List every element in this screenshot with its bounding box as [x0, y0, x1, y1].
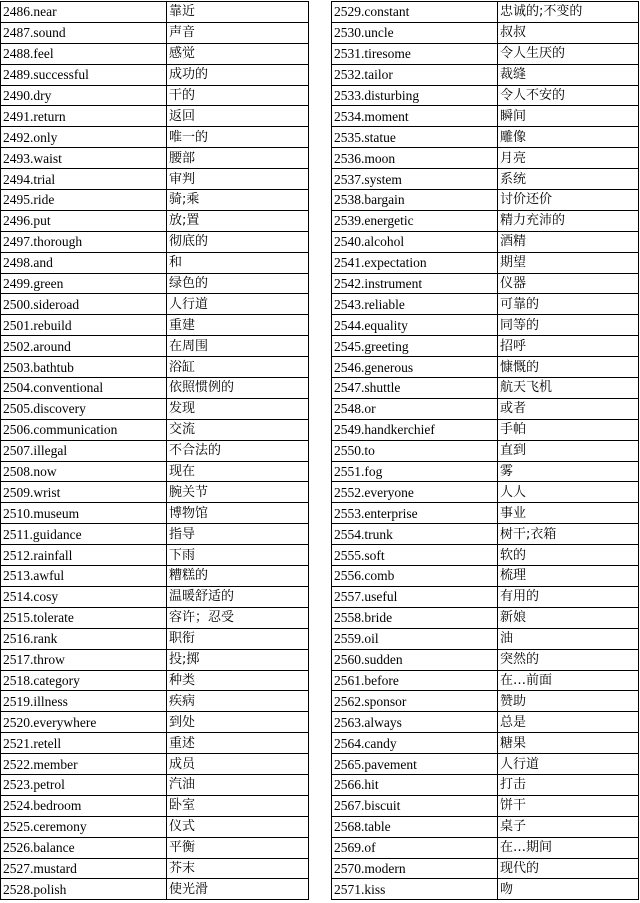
english-word-cell: 2546.generous — [332, 357, 498, 378]
english-word-cell: 2553.enterprise — [332, 503, 498, 524]
english-word-cell: 2497.thorough — [1, 231, 167, 252]
chinese-meaning-cell: 赞助 — [498, 691, 639, 712]
english-word-cell: 2486.near — [1, 2, 167, 23]
english-word-cell: 2503.bathtub — [1, 357, 167, 378]
table-row — [1, 210, 309, 231]
chinese-meaning-cell: 令人不安的 — [498, 85, 639, 106]
english-word-cell: 2526.balance — [1, 837, 167, 858]
chinese-meaning-cell: 现在 — [167, 461, 309, 482]
chinese-meaning-cell: 投;掷 — [167, 649, 309, 670]
chinese-meaning-cell: 指导 — [167, 524, 309, 545]
english-word-cell: 2544.equality — [332, 315, 498, 336]
chinese-meaning-cell: 糟糕的 — [167, 566, 309, 587]
chinese-meaning-cell: 靠近 — [167, 2, 309, 23]
table-row — [332, 336, 639, 357]
table-row — [332, 2, 639, 23]
chinese-meaning-cell: 交流 — [167, 419, 309, 440]
english-word-cell: 2571.kiss — [332, 879, 498, 900]
table-row — [1, 294, 309, 315]
chinese-meaning-cell: 月亮 — [498, 148, 639, 169]
chinese-meaning-cell: 有用的 — [498, 586, 639, 607]
table-row — [1, 2, 309, 23]
table-row — [1, 378, 309, 399]
chinese-meaning-cell: 糖果 — [498, 733, 639, 754]
english-word-cell: 2538.bargain — [332, 190, 498, 211]
english-word-cell: 2491.return — [1, 106, 167, 127]
english-word-cell: 2521.retell — [1, 733, 167, 754]
english-word-cell: 2528.polish — [1, 879, 167, 900]
english-word-cell: 2558.bride — [332, 607, 498, 628]
table-row — [1, 106, 309, 127]
english-word-cell: 2489.successful — [1, 64, 167, 85]
table-row — [332, 566, 639, 587]
chinese-meaning-cell: 在…期间 — [498, 837, 639, 858]
english-word-cell: 2543.reliable — [332, 294, 498, 315]
chinese-meaning-cell: 系统 — [498, 169, 639, 190]
table-row — [1, 43, 309, 64]
table-row — [332, 879, 639, 900]
table-row — [1, 754, 309, 775]
table-row — [332, 649, 639, 670]
english-word-cell: 2501.rebuild — [1, 315, 167, 336]
chinese-meaning-cell: 人人 — [498, 482, 639, 503]
chinese-meaning-cell: 温暖舒适的 — [167, 586, 309, 607]
english-word-cell: 2530.uncle — [332, 22, 498, 43]
english-word-cell: 2492.only — [1, 127, 167, 148]
english-word-cell: 2488.feel — [1, 43, 167, 64]
english-word-cell: 2531.tiresome — [332, 43, 498, 64]
table-row — [332, 169, 639, 190]
english-word-cell: 2541.expectation — [332, 252, 498, 273]
english-word-cell: 2520.everywhere — [1, 712, 167, 733]
chinese-meaning-cell: 直到 — [498, 440, 639, 461]
english-word-cell: 2567.biscuit — [332, 795, 498, 816]
english-word-cell: 2559.oil — [332, 628, 498, 649]
table-row — [1, 357, 309, 378]
table-row — [332, 378, 639, 399]
chinese-meaning-cell: 同等的 — [498, 315, 639, 336]
english-word-cell: 2565.pavement — [332, 754, 498, 775]
chinese-meaning-cell: 不合法的 — [167, 440, 309, 461]
table-row — [1, 837, 309, 858]
english-word-cell: 2570.modern — [332, 858, 498, 879]
english-word-cell: 2540.alcohol — [332, 231, 498, 252]
english-word-cell: 2493.waist — [1, 148, 167, 169]
english-word-cell: 2525.ceremony — [1, 816, 167, 837]
chinese-meaning-cell: 返回 — [167, 106, 309, 127]
table-row — [332, 837, 639, 858]
english-word-cell: 2500.sideroad — [1, 294, 167, 315]
table-row — [332, 607, 639, 628]
table-row — [1, 22, 309, 43]
table-row — [332, 210, 639, 231]
chinese-meaning-cell: 总是 — [498, 712, 639, 733]
chinese-meaning-cell: 叔叔 — [498, 22, 639, 43]
table-row — [1, 169, 309, 190]
table-row — [332, 503, 639, 524]
table-row — [332, 252, 639, 273]
chinese-meaning-cell: 招呼 — [498, 336, 639, 357]
chinese-meaning-cell: 干的 — [167, 85, 309, 106]
chinese-meaning-cell: 新娘 — [498, 607, 639, 628]
table-row — [1, 461, 309, 482]
chinese-meaning-cell: 吻 — [498, 879, 639, 900]
english-word-cell: 2550.to — [332, 440, 498, 461]
table-row — [1, 691, 309, 712]
chinese-meaning-cell: 在周围 — [167, 336, 309, 357]
table-row — [1, 315, 309, 336]
chinese-meaning-cell: 成功的 — [167, 64, 309, 85]
english-word-cell: 2542.instrument — [332, 273, 498, 294]
table-row — [332, 670, 639, 691]
chinese-meaning-cell: 现代的 — [498, 858, 639, 879]
chinese-meaning-cell: 事业 — [498, 503, 639, 524]
table-row — [332, 419, 639, 440]
table-row — [332, 273, 639, 294]
chinese-meaning-cell: 人行道 — [498, 754, 639, 775]
english-word-cell: 2519.illness — [1, 691, 167, 712]
chinese-meaning-cell: 仪器 — [498, 273, 639, 294]
table-row — [1, 586, 309, 607]
table-row — [332, 586, 639, 607]
table-row — [332, 712, 639, 733]
chinese-meaning-cell: 使光滑 — [167, 879, 309, 900]
chinese-meaning-cell: 树干;衣箱 — [498, 524, 639, 545]
english-word-cell: 2568.table — [332, 816, 498, 837]
english-word-cell: 2504.conventional — [1, 378, 167, 399]
table-row — [1, 440, 309, 461]
table-row — [1, 252, 309, 273]
table-row — [332, 231, 639, 252]
chinese-meaning-cell: 精力充沛的 — [498, 210, 639, 231]
table-row — [1, 670, 309, 691]
chinese-meaning-cell: 腰部 — [167, 148, 309, 169]
table-row — [332, 148, 639, 169]
table-row — [1, 879, 309, 900]
chinese-meaning-cell: 和 — [167, 252, 309, 273]
chinese-meaning-cell: 放;置 — [167, 210, 309, 231]
table-row — [1, 398, 309, 419]
english-word-cell: 2545.greeting — [332, 336, 498, 357]
english-word-cell: 2556.comb — [332, 566, 498, 587]
chinese-meaning-cell: 容许；忍受 — [167, 607, 309, 628]
chinese-meaning-cell: 桌子 — [498, 816, 639, 837]
table-row — [332, 85, 639, 106]
english-word-cell: 2561.before — [332, 670, 498, 691]
table-row — [1, 190, 309, 211]
english-word-cell: 2517.throw — [1, 649, 167, 670]
chinese-meaning-cell: 忠诚的;不变的 — [498, 2, 639, 23]
english-word-cell: 2527.mustard — [1, 858, 167, 879]
english-word-cell: 2499.green — [1, 273, 167, 294]
table-row — [332, 754, 639, 775]
english-word-cell: 2498.and — [1, 252, 167, 273]
english-word-cell: 2563.always — [332, 712, 498, 733]
chinese-meaning-cell: 芥末 — [167, 858, 309, 879]
chinese-meaning-cell: 讨价还价 — [498, 190, 639, 211]
chinese-meaning-cell: 感觉 — [167, 43, 309, 64]
english-word-cell: 2506.communication — [1, 419, 167, 440]
table-row — [332, 294, 639, 315]
table-row — [1, 628, 309, 649]
english-word-cell: 2508.now — [1, 461, 167, 482]
chinese-meaning-cell: 疾病 — [167, 691, 309, 712]
english-word-cell: 2513.awful — [1, 566, 167, 587]
chinese-meaning-cell: 期望 — [498, 252, 639, 273]
chinese-meaning-cell: 梳理 — [498, 566, 639, 587]
english-word-cell: 2551.fog — [332, 461, 498, 482]
table-row — [1, 148, 309, 169]
english-word-cell: 2569.of — [332, 837, 498, 858]
table-row — [1, 712, 309, 733]
table-row — [332, 127, 639, 148]
english-word-cell: 2537.system — [332, 169, 498, 190]
chinese-meaning-cell: 依照惯例的 — [167, 378, 309, 399]
chinese-meaning-cell: 打击 — [498, 774, 639, 795]
table-row — [1, 649, 309, 670]
table-row — [332, 315, 639, 336]
table-row — [1, 482, 309, 503]
table-row — [332, 733, 639, 754]
table-row — [332, 545, 639, 566]
chinese-meaning-cell: 博物馆 — [167, 503, 309, 524]
chinese-meaning-cell: 或者 — [498, 398, 639, 419]
table-row — [332, 858, 639, 879]
table-row — [332, 461, 639, 482]
english-word-cell: 2560.sudden — [332, 649, 498, 670]
english-word-cell: 2529.constant — [332, 2, 498, 23]
chinese-meaning-cell: 到处 — [167, 712, 309, 733]
english-word-cell: 2512.rainfall — [1, 545, 167, 566]
english-word-cell: 2548.or — [332, 398, 498, 419]
english-word-cell: 2511.guidance — [1, 524, 167, 545]
english-word-cell: 2535.statue — [332, 127, 498, 148]
chinese-meaning-cell: 裁缝 — [498, 64, 639, 85]
table-row — [332, 190, 639, 211]
chinese-meaning-cell: 雕像 — [498, 127, 639, 148]
table-row — [332, 482, 639, 503]
table-row — [1, 545, 309, 566]
chinese-meaning-cell: 审判 — [167, 169, 309, 190]
table-row — [1, 524, 309, 545]
english-word-cell: 2522.member — [1, 754, 167, 775]
english-word-cell: 2514.cosy — [1, 586, 167, 607]
chinese-meaning-cell: 突然的 — [498, 649, 639, 670]
english-word-cell: 2487.sound — [1, 22, 167, 43]
english-word-cell: 2555.soft — [332, 545, 498, 566]
chinese-meaning-cell: 重建 — [167, 315, 309, 336]
table-row — [1, 127, 309, 148]
chinese-meaning-cell: 航天飞机 — [498, 378, 639, 399]
table-row — [332, 524, 639, 545]
chinese-meaning-cell: 在…前面 — [498, 670, 639, 691]
english-word-cell: 2554.trunk — [332, 524, 498, 545]
chinese-meaning-cell: 令人生厌的 — [498, 43, 639, 64]
vocab-table-left — [0, 1, 309, 900]
table-row — [1, 795, 309, 816]
table-row — [1, 64, 309, 85]
table-row — [1, 336, 309, 357]
table-row — [332, 816, 639, 837]
chinese-meaning-cell: 重述 — [167, 733, 309, 754]
chinese-meaning-cell: 汽油 — [167, 774, 309, 795]
chinese-meaning-cell: 油 — [498, 628, 639, 649]
table-row — [332, 628, 639, 649]
chinese-meaning-cell: 人行道 — [167, 294, 309, 315]
chinese-meaning-cell: 腕关节 — [167, 482, 309, 503]
table-row — [1, 858, 309, 879]
english-word-cell: 2502.around — [1, 336, 167, 357]
chinese-meaning-cell: 骑;乘 — [167, 190, 309, 211]
english-word-cell: 2494.trial — [1, 169, 167, 190]
vocab-table-right — [331, 1, 639, 900]
chinese-meaning-cell: 绿色的 — [167, 273, 309, 294]
table-row — [332, 691, 639, 712]
chinese-meaning-cell: 瞬间 — [498, 106, 639, 127]
english-word-cell: 2564.candy — [332, 733, 498, 754]
chinese-meaning-cell: 下雨 — [167, 545, 309, 566]
english-word-cell: 2490.dry — [1, 85, 167, 106]
chinese-meaning-cell: 卧室 — [167, 795, 309, 816]
english-word-cell: 2505.discovery — [1, 398, 167, 419]
chinese-meaning-cell: 职衔 — [167, 628, 309, 649]
chinese-meaning-cell: 唯一的 — [167, 127, 309, 148]
table-row — [1, 231, 309, 252]
chinese-meaning-cell: 彻底的 — [167, 231, 309, 252]
english-word-cell: 2515.tolerate — [1, 607, 167, 628]
english-word-cell: 2557.useful — [332, 586, 498, 607]
english-word-cell: 2539.energetic — [332, 210, 498, 231]
chinese-meaning-cell: 声音 — [167, 22, 309, 43]
english-word-cell: 2549.handkerchief — [332, 419, 498, 440]
english-word-cell: 2507.illegal — [1, 440, 167, 461]
chinese-meaning-cell: 种类 — [167, 670, 309, 691]
table-row — [1, 774, 309, 795]
table-row — [332, 398, 639, 419]
english-word-cell: 2547.shuttle — [332, 378, 498, 399]
table-row — [1, 503, 309, 524]
english-word-cell: 2562.sponsor — [332, 691, 498, 712]
english-word-cell: 2566.hit — [332, 774, 498, 795]
chinese-meaning-cell: 饼干 — [498, 795, 639, 816]
table-row — [332, 440, 639, 461]
chinese-meaning-cell: 发现 — [167, 398, 309, 419]
table-row — [332, 795, 639, 816]
english-word-cell: 2533.disturbing — [332, 85, 498, 106]
table-row — [332, 357, 639, 378]
english-word-cell: 2495.ride — [1, 190, 167, 211]
table-row — [332, 64, 639, 85]
chinese-meaning-cell: 成员 — [167, 754, 309, 775]
table-row — [1, 419, 309, 440]
chinese-meaning-cell: 浴缸 — [167, 357, 309, 378]
table-row — [332, 774, 639, 795]
chinese-meaning-cell: 平衡 — [167, 837, 309, 858]
english-word-cell: 2524.bedroom — [1, 795, 167, 816]
chinese-meaning-cell: 可靠的 — [498, 294, 639, 315]
table-row — [332, 22, 639, 43]
english-word-cell: 2523.petrol — [1, 774, 167, 795]
table-row — [1, 566, 309, 587]
chinese-meaning-cell: 雾 — [498, 461, 639, 482]
table-row — [1, 273, 309, 294]
english-word-cell: 2534.moment — [332, 106, 498, 127]
table-row — [1, 607, 309, 628]
chinese-meaning-cell: 慷慨的 — [498, 357, 639, 378]
table-row — [332, 106, 639, 127]
english-word-cell: 2518.category — [1, 670, 167, 691]
english-word-cell: 2532.tailor — [332, 64, 498, 85]
chinese-meaning-cell: 酒精 — [498, 231, 639, 252]
chinese-meaning-cell: 软的 — [498, 545, 639, 566]
english-word-cell: 2536.moon — [332, 148, 498, 169]
table-row — [1, 733, 309, 754]
chinese-meaning-cell: 手帕 — [498, 419, 639, 440]
english-word-cell: 2516.rank — [1, 628, 167, 649]
table-row — [1, 85, 309, 106]
english-word-cell: 2510.museum — [1, 503, 167, 524]
table-row — [332, 43, 639, 64]
english-word-cell: 2552.everyone — [332, 482, 498, 503]
table-row — [1, 816, 309, 837]
english-word-cell: 2496.put — [1, 210, 167, 231]
english-word-cell: 2509.wrist — [1, 482, 167, 503]
chinese-meaning-cell: 仪式 — [167, 816, 309, 837]
